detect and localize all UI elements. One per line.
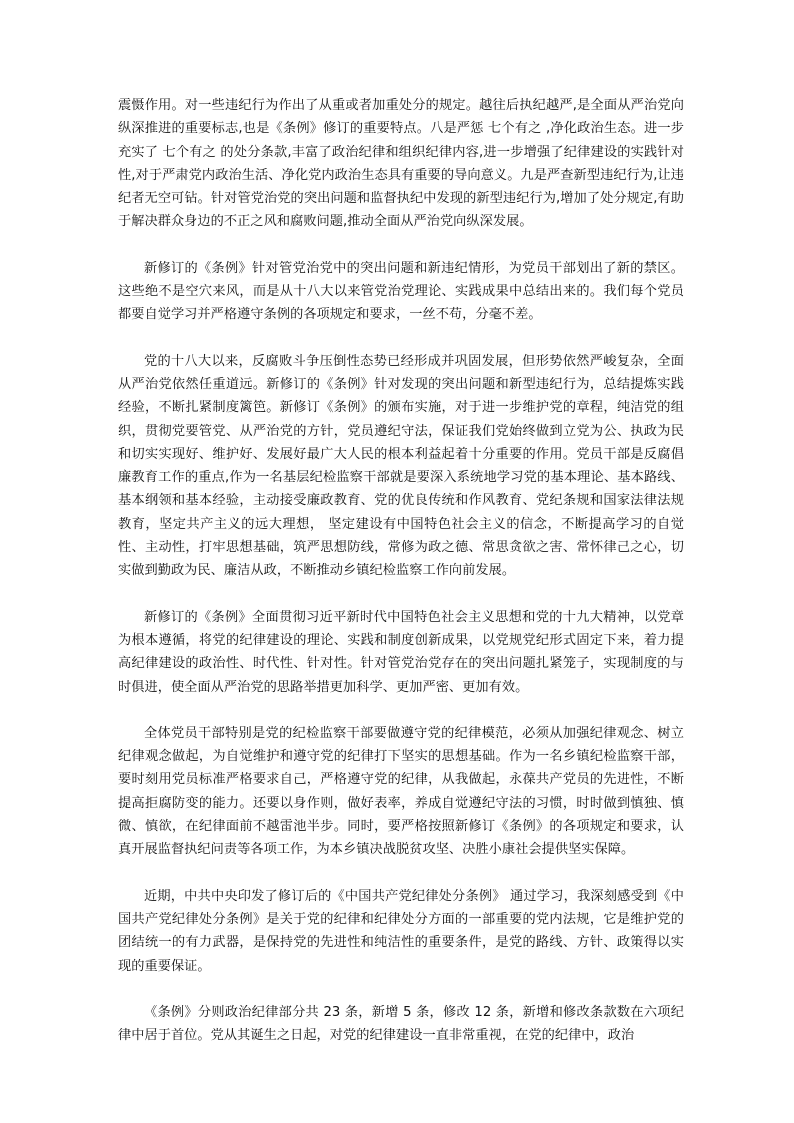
paragraph-spacer [118,327,684,350]
paragraph-2: 新修订的《条例》针对管党治党中的突出问题和新违纪情形，为党员干部划出了新的禁区。这些绝不是空穴来风，而是从十八大以来管党治党理论、实践成果中总结出来的。我们每个党员都要自觉学习并严格遵守条例的各项规定和要求，一丝不苟，分毫不差。 [118,260,684,323]
paragraph-spacer [118,234,684,257]
paragraph-spacer [118,862,684,885]
paragraph-spacer [118,978,684,1001]
paragraph-3: 党的十八大以来，反腐败斗争压倒性态势已经形成并巩固发展，但形势依然严峻复杂，全面从严治党依然任重道远。新修订的《条例》针对发现的突出问题和新型违纪行为，总结提炼实践经验，不断扎紧制度篱笆。新修订《条例》的颁布实施，对于进一步维护党的章程，纯洁党的组织，贯彻党要管党、从严治党的方针，党员遵纪守法，保证我们党始终做到立党为公、执政为民和切实实现好、维护好、发展好最广大人民的根本利益起着十分重要的作用。党员干部是反腐倡廉教育工作的重点,作为一名基层纪检监察干部就是要深入系统地学习党的基本理论、基本路线、基本纲领和基本经验，主动接受廉政教育、党的优良传统和作风教育、党纪条规和国家法律法规教育，坚定共产主义的远大理想， 坚定建设有中国特色社会主义的信念，不断提高学习的自觉性、主动性，打牢思想基础，筑严思想防线，常修为政之德、常思贪欲之害、常怀律己之心，切实做到勤政为民、廉洁从政，不断推动乡镇纪检监察工作向前发展。 [118,353,684,579]
paragraph-spacer [118,583,684,606]
document-page [118,94,684,1047]
paragraph-7: 《条例》分则政治纪律部分共 23 条，新增 5 条，修改 12 条，新增和修改条款数在六项纪律中居于首位。党从其诞生之日起，对党的纪律建设一直非常重视，在党的纪律中，政治 [118,1004,684,1044]
paragraph-4: 新修订的《条例》全面贯彻习近平新时代中国特色社会主义思想和党的十九大精神，以党章为根本遵循，将党的纪律建设的理论、实践和制度创新成果，以党规党纪形式固定下来，着力提高纪律建设的政治性、时代性、针对性。针对管党治党存在的突出问题扎紧笼子，实现制度的与时俱进，使全面从严治党的思路举措更加科学、更加严密、更加有效。 [118,609,684,695]
paragraph-6: 近期，中共中央印发了修订后的《中国共产党纪律处分条例》 通过学习，我深刻感受到《中国共产党纪律处分条例》是关于党的纪律和纪律处分方面的一部重要的党内法规，它是维护党的团结统一的有力武器，是保持党的先进性和纯洁性的重要条件，是党的路线、方针、政策得以实现的重要保证。 [118,888,684,974]
paragraph-spacer [118,699,684,722]
paragraph-1: 震慑作用。对一些违纪行为作出了从重或者加重处分的规定。越往后执纪越严,是全面从严治党向纵深推进的重要标志,也是《条例》修订的重要特点。八是严惩 七个有之 ,净化政治生态。进一步充实了 七个有之 的处分条款,丰富了政治纪律和组织纪律内容,进一步增强了纪律建设的实践针对性,对于严肃党内政治生活、净化党内政治生态具有重要的导向意义。九是严查新型违纪行为,让违纪者无空可钻。针对管党治党的突出问题和监督执纪中发现的新型违纪行为,增加了处分规定,有助于解决群众身边的不正之风和腐败问题,推动全面从严治党向纵深发展。 [118,98,684,230]
paragraph-5: 全体党员干部特别是党的纪检监察干部要做遵守党的纪律模范，必须从加强纪律观念、树立纪律观念做起，为自觉维护和遵守党的纪律打下坚实的思想基础。作为一名乡镇纪检监察干部，要时刻用党员标准严格要求自己，严格遵守党的纪律，从我做起，永葆共产党员的先进性，不断提高拒腐防变的能力。还要以身作则，做好表率，养成自觉遵纪守法的习惯，时时做到慎独、慎微、慎欲，在纪律面前不越雷池半步。同时，要严格按照新修订《条例》的各项规定和要求，认真开展监督执纪问责等各项工作，为本乡镇决战脱贫攻坚、决胜小康社会提供坚实保障。 [118,725,684,858]
